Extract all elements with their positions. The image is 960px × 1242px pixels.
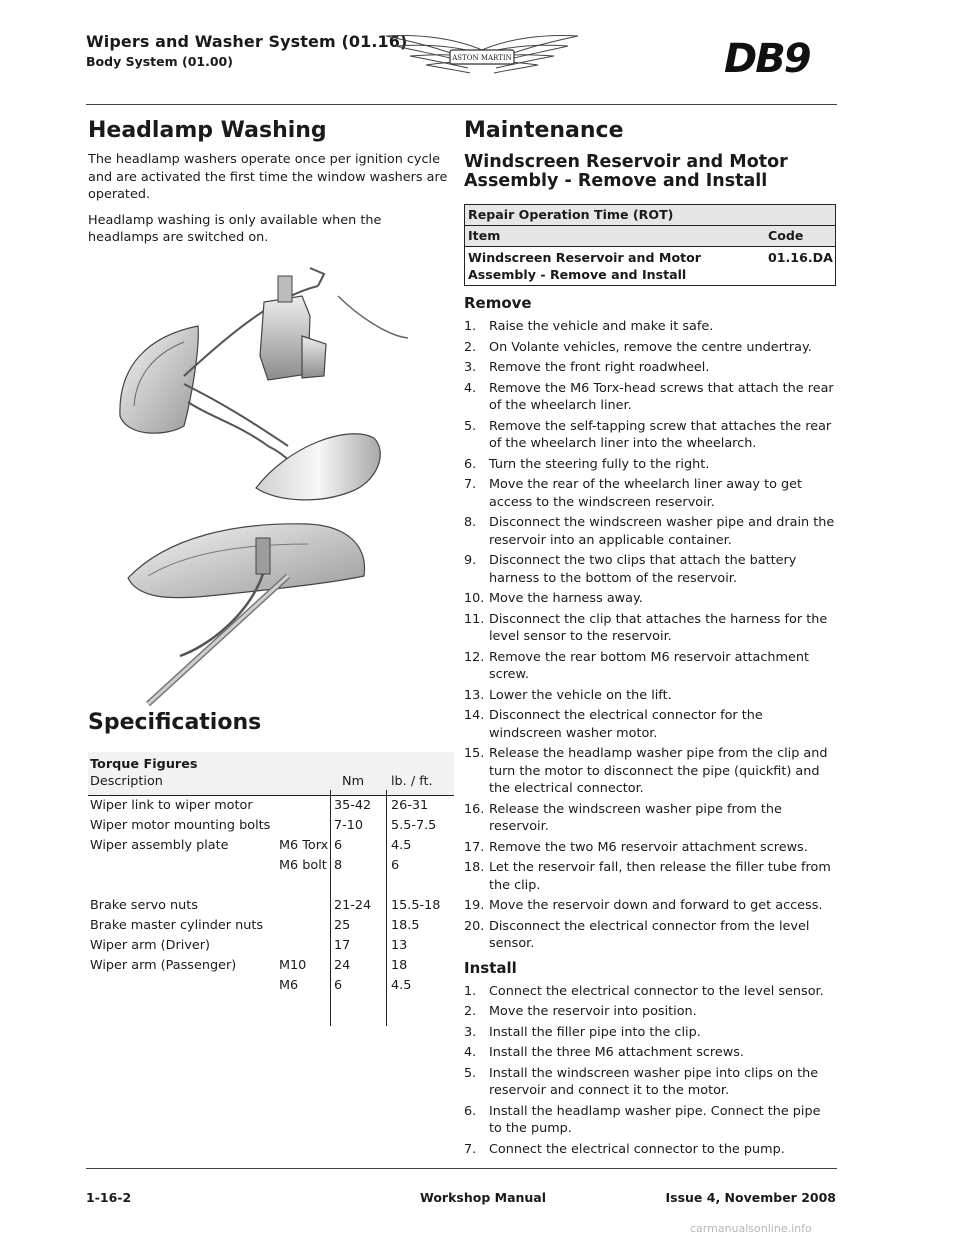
step-number: 5.	[464, 418, 477, 434]
step-item	[464, 1024, 836, 1042]
step-item	[464, 983, 836, 1001]
table-row	[88, 796, 454, 816]
step-item	[464, 418, 836, 453]
table-row	[88, 916, 454, 936]
header-lbft: lb. / ft.	[391, 774, 433, 789]
headlamp-washer-illustration	[88, 256, 454, 708]
right-column	[464, 118, 836, 1161]
install-heading: Install	[464, 958, 517, 977]
step-number: 5.	[464, 1065, 477, 1081]
step-item	[464, 611, 836, 646]
step-text: Connect the electrical connector to the level sensor.	[489, 983, 824, 999]
db9-model-badge	[722, 30, 838, 82]
step-item	[464, 649, 836, 684]
step-number: 16.	[464, 801, 485, 817]
lbft-cell: 15.5-18	[391, 898, 441, 913]
rot-caption: Repair Operation Time (ROT)	[465, 205, 835, 226]
section-subtitle: Body System (01.00)	[86, 54, 233, 69]
step-number: 1.	[464, 983, 477, 999]
headlamp-washing-heading: Headlamp Washing	[88, 118, 327, 143]
step-item	[464, 839, 836, 857]
step-number: 17.	[464, 839, 485, 855]
description-cell: Wiper assembly plate	[90, 838, 229, 853]
lbft-cell: 18	[391, 958, 408, 973]
description-cell: Wiper arm (Passenger)	[90, 958, 237, 973]
step-text: Let the reservoir fall, then release the filler tube from the clip.	[489, 860, 831, 893]
table-row	[88, 896, 454, 916]
step-text: Lower the vehicle on the lift.	[489, 687, 672, 703]
issue-date: Issue 4, November 2008	[665, 1190, 836, 1205]
table-header-row	[88, 772, 454, 796]
step-text: Move the harness away.	[489, 591, 643, 606]
step-number: 15.	[464, 746, 485, 761]
step-text: Install the headlamp washer pipe. Connect the pipe to the pump.	[489, 1103, 821, 1136]
lbft-cell: 26-31	[391, 798, 429, 813]
nm-cell: 6	[334, 838, 343, 853]
step-number: 7.	[464, 477, 477, 492]
step-item	[464, 359, 836, 377]
step-number: 6.	[464, 456, 477, 472]
table-row	[88, 856, 454, 876]
variant-cell: M6 Torx	[279, 838, 329, 853]
rot-code: 01.16.DA	[768, 250, 833, 265]
footer-divider	[86, 1168, 837, 1169]
description-cell: Wiper motor mounting bolts	[90, 818, 271, 833]
step-item	[464, 456, 836, 474]
torque-figures-table	[88, 752, 454, 996]
step-text: Disconnect the electrical connector for the windscreen washer motor.	[489, 708, 763, 741]
rot-table	[464, 204, 836, 286]
step-item	[464, 1103, 836, 1138]
rot-header-row	[465, 226, 835, 247]
install-steps-list	[464, 983, 836, 1159]
step-number: 20.	[464, 918, 485, 934]
table-row	[88, 976, 454, 996]
header-divider	[86, 104, 837, 105]
step-number: 18.	[464, 860, 485, 875]
maintenance-heading: Maintenance	[464, 118, 624, 143]
step-item	[464, 859, 836, 894]
left-column	[88, 118, 454, 247]
svg-text:ASTON MARTIN: ASTON MARTIN	[452, 54, 512, 62]
step-item	[464, 318, 836, 336]
step-number: 12.	[464, 649, 485, 665]
step-item	[464, 514, 836, 549]
step-item	[464, 1003, 836, 1021]
svg-text:DB9: DB9	[724, 36, 810, 82]
paragraph: The headlamp washers operate once per ignition cycle and are activated the first time the window washers are operated.	[88, 152, 448, 202]
lbft-cell: 4.5	[391, 838, 412, 853]
nm-cell: 25	[334, 918, 351, 933]
table-row	[88, 816, 454, 836]
rot-col-item: Item	[468, 228, 501, 243]
step-number: 7.	[464, 1141, 477, 1157]
step-text: Move the reservoir into position.	[489, 1004, 697, 1019]
step-item	[464, 801, 836, 836]
step-text: Disconnect the two clips that attach the battery harness to the bottom of the reservoir.	[489, 553, 797, 586]
rot-row	[465, 247, 835, 285]
step-item	[464, 552, 836, 587]
step-item	[464, 1141, 836, 1159]
step-number: 2.	[464, 1004, 477, 1019]
step-item	[464, 745, 836, 798]
aston-martin-wings-logo	[384, 28, 580, 86]
header-nm: Nm	[342, 774, 365, 789]
nm-cell: 21-24	[334, 898, 372, 913]
step-item	[464, 897, 836, 915]
lbft-cell: 4.5	[391, 978, 412, 993]
step-number: 4.	[464, 380, 477, 396]
nm-cell: 17	[334, 938, 351, 953]
manual-name: Workshop Manual	[420, 1190, 547, 1205]
step-item	[464, 590, 836, 608]
step-number: 1.	[464, 319, 477, 334]
step-text: Turn the steering fully to the right.	[489, 456, 710, 472]
step-text: Raise the vehicle and make it safe.	[489, 319, 714, 334]
step-number: 10.	[464, 591, 485, 606]
step-number: 3.	[464, 360, 477, 375]
table-row	[88, 956, 454, 976]
step-item	[464, 339, 836, 357]
step-number: 2.	[464, 339, 477, 355]
specifications-heading: Specifications	[88, 710, 262, 735]
step-number: 19.	[464, 898, 485, 913]
nm-cell: 35-42	[334, 798, 372, 813]
description-cell: Wiper arm (Driver)	[90, 938, 211, 953]
watermark: carmanualsonline.info	[690, 1222, 812, 1235]
remove-heading: Remove	[464, 294, 532, 312]
nm-cell: 6	[334, 978, 343, 993]
step-number: 9.	[464, 553, 477, 568]
page-number: 1-16-2	[86, 1190, 132, 1205]
step-number: 11.	[464, 611, 485, 627]
lbft-cell: 18.5	[391, 918, 420, 933]
procedure-heading: Windscreen Reservoir and Motor Assembly - Remove and Install	[464, 152, 788, 191]
description-cell: Brake servo nuts	[90, 898, 198, 913]
step-text: Remove the rear bottom M6 reservoir attachment screw.	[489, 649, 809, 682]
nm-cell: 7-10	[334, 818, 364, 833]
step-text: Remove the front right roadwheel.	[489, 360, 710, 375]
section-title: Wipers and Washer System (01.16)	[86, 32, 408, 51]
step-text: Move the rear of the wheelarch liner away to get access to the windscreen reservoir.	[489, 477, 803, 510]
step-text: Disconnect the windscreen washer pipe and drain the reservoir into an applicable container.	[489, 515, 835, 548]
lbft-cell: 5.5-7.5	[391, 818, 437, 833]
step-text: Connect the electrical connector to the pump.	[489, 1141, 785, 1157]
variant-cell: M10	[279, 958, 307, 973]
step-text: Release the headlamp washer pipe from the clip and turn the motor to disconnect the pipe (quickfit) and the electrical connector.	[489, 746, 828, 796]
rot-col-code: Code	[768, 228, 804, 243]
table-row	[88, 936, 454, 956]
step-text: Install the three M6 attachment screws.	[489, 1045, 744, 1060]
step-text: Move the reservoir down and forward to get access.	[489, 898, 823, 913]
description-cell: Brake master cylinder nuts	[90, 918, 264, 933]
header-description: Description	[90, 774, 163, 789]
lbft-cell: 13	[391, 938, 408, 953]
variant-cell: M6 bolt	[279, 858, 327, 873]
step-text: Remove the two M6 reservoir attachment screws.	[489, 839, 808, 855]
paragraph: Headlamp washing is only available when the headlamps are switched on.	[88, 212, 382, 245]
step-number: 4.	[464, 1045, 477, 1060]
step-item	[464, 1044, 836, 1062]
step-item	[464, 380, 836, 415]
step-text: On Volante vehicles, remove the centre undertray.	[489, 339, 812, 355]
description-cell: Wiper link to wiper motor	[90, 798, 253, 813]
step-text: Install the filler pipe into the clip.	[489, 1024, 701, 1040]
step-number: 14.	[464, 708, 485, 723]
step-item	[464, 476, 836, 511]
lbft-cell: 6	[391, 858, 400, 873]
nm-cell: 8	[334, 858, 343, 873]
rot-item: Windscreen Reservoir and Motor Assembly - Remove and Install	[468, 250, 701, 282]
step-item	[464, 918, 836, 953]
step-text: Disconnect the clip that attaches the harness for the level sensor to the reservoir.	[489, 611, 828, 644]
step-item	[464, 687, 836, 705]
step-text: Disconnect the electrical connector from the level sensor.	[489, 918, 810, 951]
step-number: 6.	[464, 1103, 477, 1119]
step-item	[464, 707, 836, 742]
step-item	[464, 1065, 836, 1100]
table-row	[88, 876, 454, 896]
remove-steps-list	[464, 318, 836, 953]
step-text: Remove the M6 Torx-head screws that attach the rear of the wheelarch liner.	[489, 380, 834, 413]
table-row	[88, 836, 454, 856]
step-text: Remove the self-tapping screw that attaches the rear of the wheelarch liner into the wheelarch.	[489, 418, 832, 451]
step-number: 8.	[464, 515, 477, 530]
variant-cell: M6	[279, 978, 299, 993]
step-text: Release the windscreen washer pipe from the reservoir.	[489, 801, 782, 834]
table-caption: Torque Figures	[88, 752, 454, 772]
step-text: Install the windscreen washer pipe into clips on the reservoir and connect it to the motor.	[489, 1065, 819, 1098]
step-number: 3.	[464, 1024, 477, 1040]
step-number: 13.	[464, 687, 485, 703]
nm-cell: 24	[334, 958, 351, 973]
